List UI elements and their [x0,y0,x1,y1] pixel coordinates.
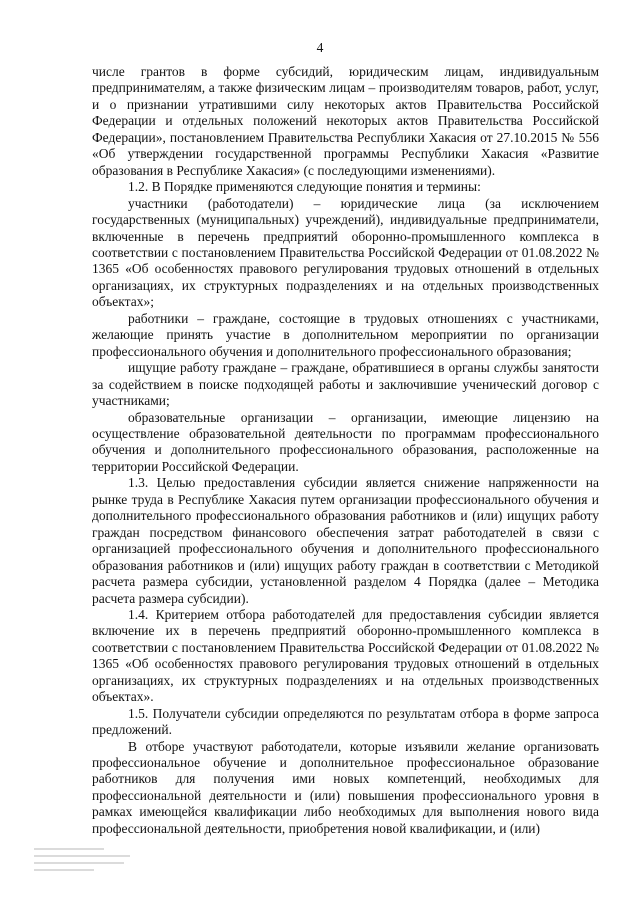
definition-job-seekers: ищущие работу граждане – граждане, обратившиеся в органы службы занятости за содействием в поиске подходящей работы и заключившие ученический договор с участниками; [92,360,599,409]
paragraph-1-3: 1.3. Целью предоставления субсидии является снижение напряженности на рынке труда в Республике Хакасия путем организации профессионального обучения и дополнительного профессионального образования работников и (или) ищущих работу граждан посредством финансового обеспечения затрат работодателей в связи с организацией профессионального обучения и дополнительного профессионального образования работников и (или) ищущих работу граждан в соответствии с Методикой расчета размера субсидии, установленной разделом 4 Порядка (далее – Методика расчета размера субсидии). [92,475,599,606]
definition-workers: работники – граждане, состоящие в трудовых отношениях с участниками, желающие принять участие в дополнительном мероприятии по организации профессионального обучения и дополнительного профессионального образования; [92,310,599,359]
stamp-watermark [34,846,130,872]
paragraph-selection: В отборе участвуют работодатели, которые изъявили желание организовать профессиональное обучение и дополнительное профессиональное образование работников для получения ими новых компетенций, необходимых для профессиональной деятельности и (или) повышения профессионального уровня в рамках имеющейся квалификации либо необходимых для выполнения нового вида профессиональной деятельности, приобретения новой квалификации, и (или) [92,738,599,836]
paragraph-1-5: 1.5. Получатели субсидии определяются по результатам отбора в форме запроса предложений. [92,705,599,738]
definition-educational-organizations: образовательные организации – организации, имеющие лицензию на осуществление образовательной деятельности по программам профессионального обучения и дополнительного профессионального образования, расположенные на территории Российской Федерации. [92,409,599,474]
paragraph-1-continuation: числе грантов в форме субсидий, юридическим лицам, индивидуальным предпринимателям, а также физическим лицам – производителям товаров, работ, услуг, и о признании утратившими силу некоторых актов Правительства Российской Федерации и отдельных положений некоторых актов Правительства Российской Федерации», постановлением Правительства Республики Хакасия от 27.10.2015 № 556 «Об утверждении государственной программы Республики Хакасия «Развитие образования в Республике Хакасия» (с последующими изменениями). [92,64,599,178]
page-number: 4 [316,40,324,55]
paragraph-1-2: 1.2. В Порядке применяются следующие понятия и термины: [128,179,481,195]
paragraph-1-4: 1.4. Критерием отбора работодателей для предоставления субсидии является включение их в перечень предприятий оборонно-промышленного комплекса в соответствии с постановлением Правительства Российской Федерации от 01.08.2022 № 1365 «Об особенностях правового регулирования трудовых отношений в отдельных организациях, их структурных подразделениях и на отдельных производственных объектах». [92,606,599,705]
definition-participants: участники (работодатели) – юридические лица (за исключением государственных (муниципальных) учреждений), индивидуальные предприниматели, включенные в перечень предприятий оборонно-промышленного комплекса в соответствии с постановлением Правительства Российской Федерации от 01.08.2022 № 1365 «Об особенностях правового регулирования трудовых отношений в отдельных организациях, их структурных подразделениях и на отдельных производственных объектах»; [92,195,599,310]
document-body [92,64,599,837]
